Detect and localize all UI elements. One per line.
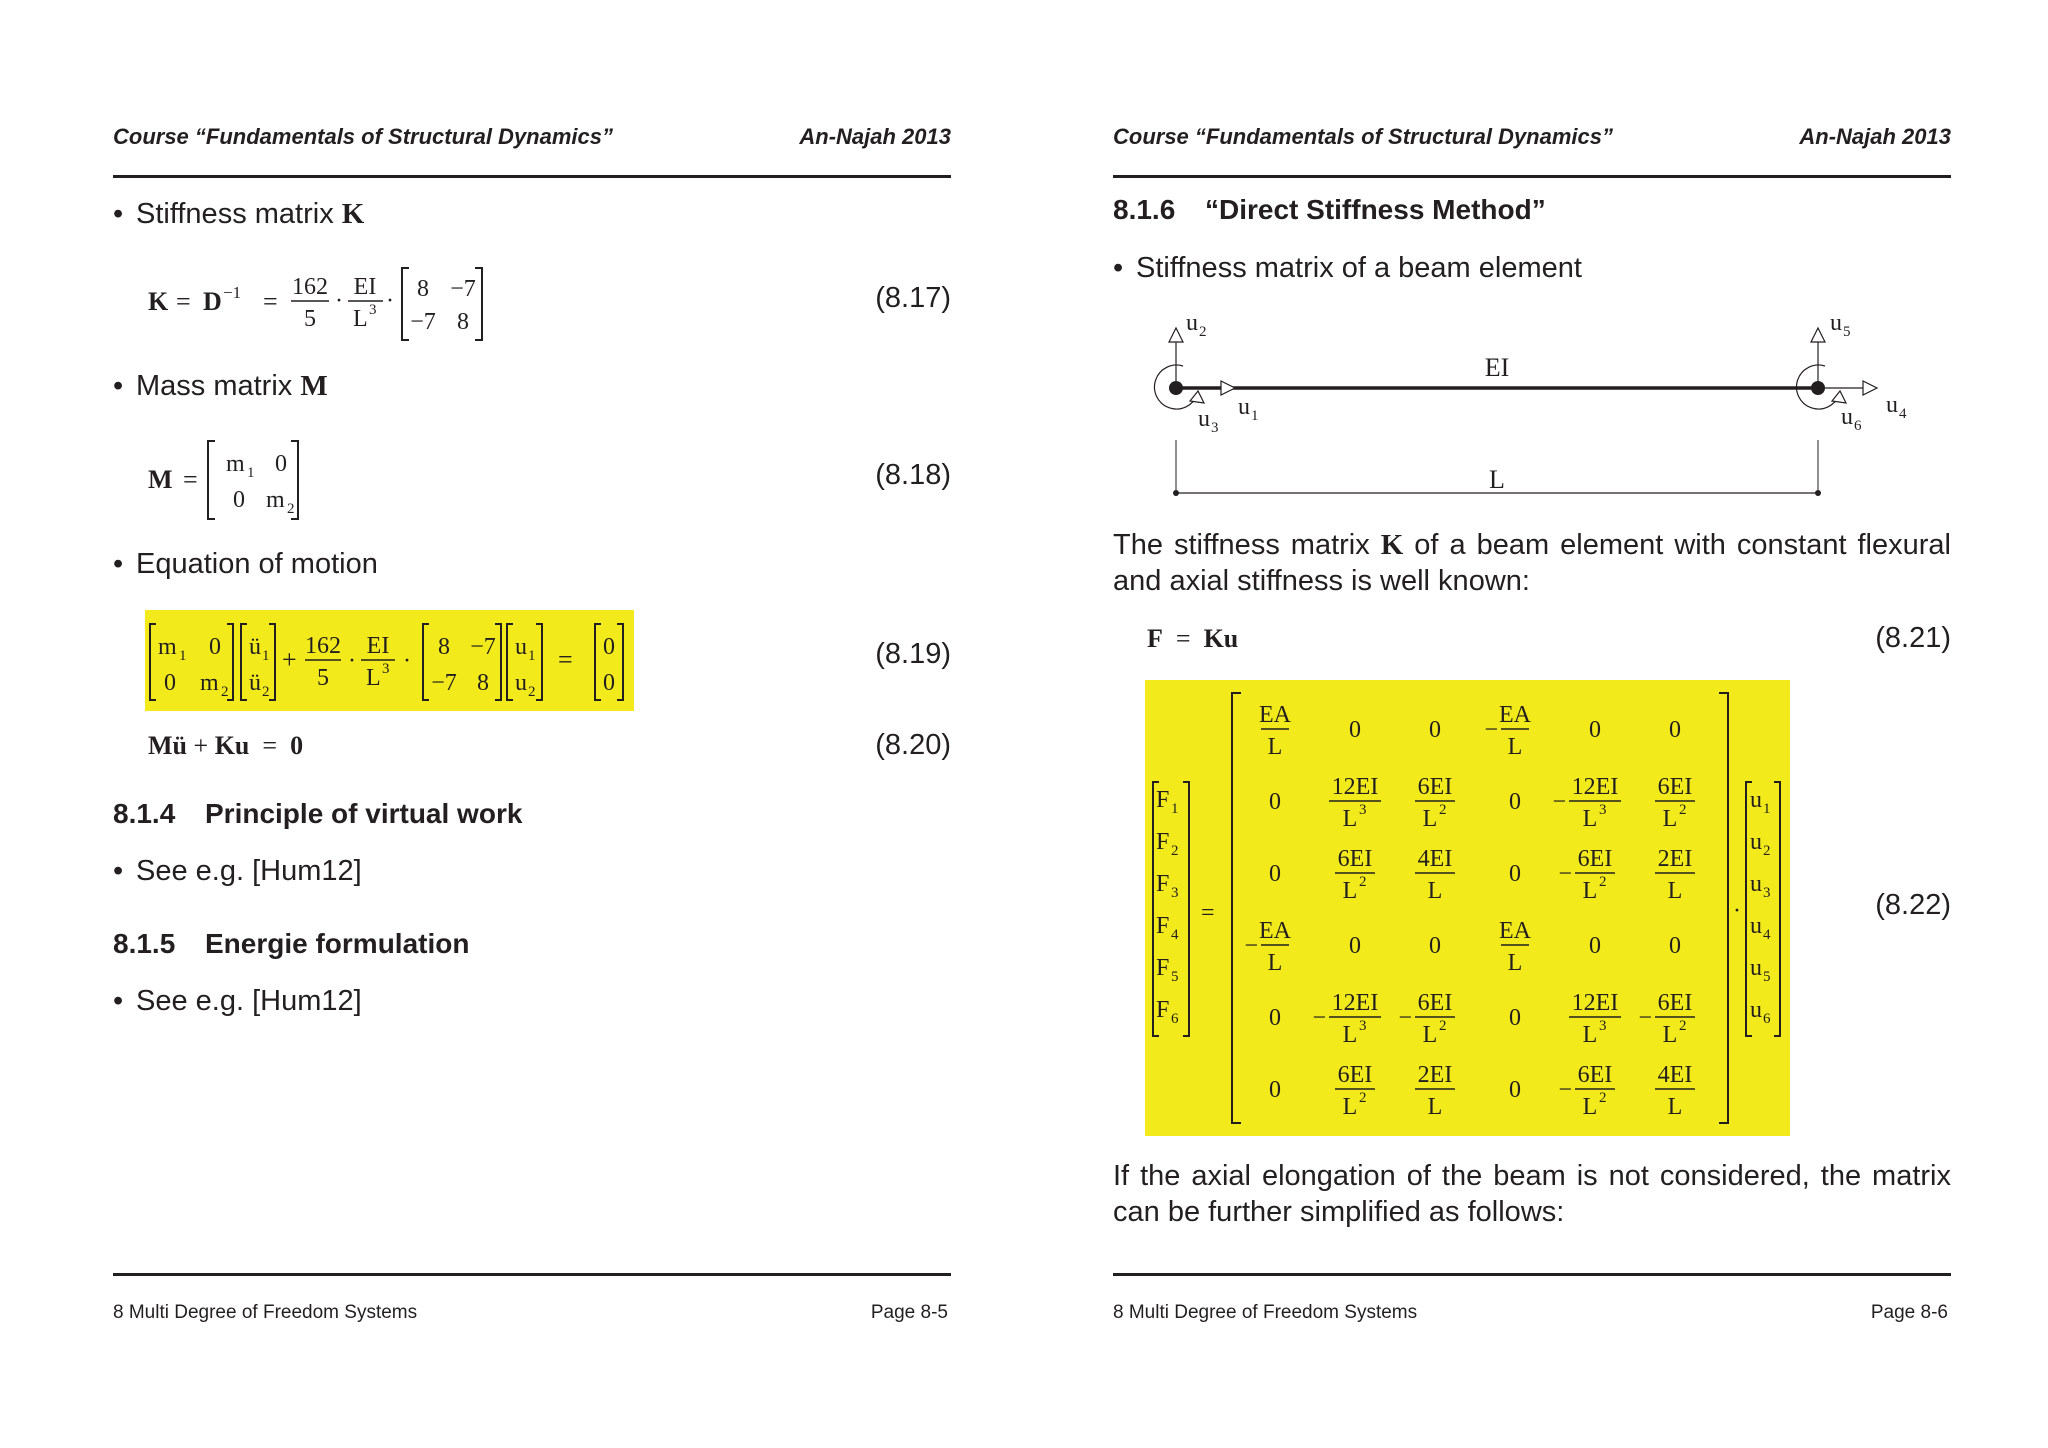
eq-equals: =	[176, 287, 191, 316]
section-heading-8-1-5	[113, 928, 469, 960]
matrix-entry: 0	[1269, 1077, 1281, 1103]
entry-exponent: 3	[1359, 802, 1367, 818]
matrix-subscript: 2	[287, 501, 295, 517]
displacement-subscript: 5	[1763, 969, 1771, 985]
page-footer	[113, 1302, 951, 1324]
entry-exponent: 3	[1599, 802, 1607, 818]
plus-operator: +	[193, 731, 209, 760]
ei-numerator: EI	[366, 633, 390, 659]
entry-denominator: L	[1342, 878, 1358, 904]
dot-operator: ·	[348, 648, 356, 674]
matrix-subscript: 1	[179, 648, 187, 664]
disp-cell: u	[515, 634, 527, 660]
entry-numerator: 6EI	[1337, 846, 1373, 872]
equation-number: (8.19)	[875, 638, 951, 670]
matrix-cell: 8	[477, 670, 489, 696]
matrix-cell: −7	[410, 309, 436, 335]
matrix-entry: 0	[1429, 933, 1441, 959]
dot-operator: ·	[1733, 898, 1741, 924]
entry-exponent: 3	[1599, 1018, 1607, 1034]
eq-udd: ü	[172, 731, 188, 760]
entry-sign: −	[1638, 1005, 1652, 1031]
entry-numerator: 4EI	[1657, 1062, 1693, 1088]
bullet-text: Stiffness matrix of a beam element	[1136, 252, 1582, 284]
page-footer	[1113, 1302, 1951, 1324]
bullet-beam-stiffness: • Stiffness matrix of a beam element	[1113, 252, 1582, 284]
eq-F: F	[1147, 624, 1163, 653]
matrix-cell: −7	[431, 670, 457, 696]
entry-numerator: 2EI	[1657, 846, 1693, 872]
entry-numerator: 6EI	[1577, 1062, 1613, 1088]
para-text: The stiffness matrix	[1113, 529, 1381, 561]
entry-denominator: L	[1507, 734, 1523, 760]
displacement-subscript: 4	[1763, 927, 1771, 943]
page-header	[1113, 124, 1951, 150]
entry-numerator: EA	[1259, 702, 1291, 728]
section-title: Principle of virtual work	[205, 798, 523, 829]
left-bracket	[208, 441, 215, 519]
footer-chapter: 8 Multi Degree of Freedom Systems	[1113, 1302, 1418, 1323]
ei-numerator: EI	[353, 274, 377, 300]
arrow-head-icon	[1863, 381, 1877, 395]
ei-exponent: 3	[382, 661, 390, 677]
footer-page-number: Page 8-6	[1870, 1302, 1948, 1323]
eq-equals: =	[1201, 900, 1215, 926]
dot-operator: ·	[386, 288, 394, 314]
entry-sign: −	[1312, 1005, 1326, 1031]
coef-numerator: 162	[305, 633, 341, 659]
disp-subscript: 2	[528, 684, 536, 700]
entry-denominator: L	[1507, 950, 1523, 976]
dof-label: u	[1830, 310, 1842, 336]
matrix-cell: 8	[417, 276, 429, 302]
arrow-head-icon	[1169, 328, 1183, 342]
ei-denominator: L	[366, 665, 381, 691]
matrix-entry: 0	[1349, 933, 1361, 959]
matrix-cell: −7	[470, 634, 496, 660]
coef-denominator: 5	[317, 665, 329, 691]
entry-denominator: L	[1267, 950, 1283, 976]
bullet-text: Equation of motion	[136, 548, 378, 580]
matrix-entry: 0	[1589, 933, 1601, 959]
coef-denominator: 5	[304, 306, 316, 332]
left-bracket	[1232, 693, 1241, 1123]
d-exponent: −1	[223, 283, 242, 302]
para-symbol: K	[1380, 529, 1404, 561]
dof-subscript: 5	[1843, 324, 1851, 340]
equation-8-19	[145, 610, 634, 711]
header-org: An-Najah 2013	[1799, 124, 1951, 149]
accel-subscript: 1	[262, 648, 270, 664]
entry-denominator: L	[1667, 878, 1683, 904]
equation-8-21	[1147, 624, 1238, 654]
header-rule	[1113, 175, 1951, 178]
entry-exponent: 2	[1679, 1018, 1687, 1034]
footer-page-number: Page 8-5	[870, 1302, 948, 1323]
bullet-mass-matrix: • Mass matrix M	[113, 370, 328, 402]
equation-number: (8.17)	[875, 282, 951, 314]
entry-numerator: 12EI	[1331, 774, 1379, 800]
equation-8-20	[148, 731, 303, 761]
matrix-cell: m	[266, 487, 285, 513]
matrix-entry: 0	[1509, 1005, 1521, 1031]
section-heading-8-1-6	[1113, 194, 1546, 226]
section-heading-8-1-4	[113, 798, 522, 830]
matrix-entry: 0	[1269, 861, 1281, 887]
eq-u: u	[234, 731, 250, 760]
paragraph-stiffness-intro	[1113, 527, 1951, 599]
matrix-cell: −7	[450, 276, 476, 302]
arrow-head-icon	[1190, 391, 1204, 403]
dof-subscript: 6	[1854, 418, 1862, 434]
beam-ei-label: EI	[1484, 353, 1510, 382]
dof-label: u	[1238, 394, 1250, 420]
entry-numerator: 6EI	[1657, 990, 1693, 1016]
force-vector	[1156, 787, 1179, 1027]
force-component: F	[1156, 787, 1170, 813]
bullet-see-reference: • See e.g. [Hum12]	[113, 985, 362, 1017]
eq-M: M	[148, 731, 173, 760]
right-bracket	[269, 624, 275, 700]
footer-rule	[113, 1273, 951, 1276]
dot-operator: ·	[403, 648, 411, 674]
entry-exponent: 2	[1359, 1090, 1367, 1106]
entry-exponent: 2	[1599, 1090, 1607, 1106]
entry-numerator: 2EI	[1417, 1062, 1453, 1088]
entry-sign: −	[1558, 861, 1572, 887]
matrix-cell: 0	[209, 634, 221, 660]
entry-denominator: L	[1267, 734, 1283, 760]
eq-equals: =	[183, 465, 198, 494]
matrix-cell: m	[158, 634, 177, 660]
eq-lhs: K	[148, 287, 169, 316]
arrow-head-icon	[1832, 391, 1846, 403]
entry-numerator: EA	[1499, 702, 1531, 728]
section-number: 8.1.6	[1113, 194, 1176, 225]
entry-sign: −	[1484, 717, 1498, 743]
eq-equals: =	[558, 645, 573, 674]
entry-numerator: 12EI	[1571, 774, 1619, 800]
bullet-text: Stiffness matrix	[136, 198, 342, 230]
force-component: F	[1156, 871, 1170, 897]
right-bracket	[536, 624, 542, 700]
entry-exponent: 2	[1599, 874, 1607, 890]
entry-sign: −	[1558, 1077, 1572, 1103]
dof-subscript: 4	[1899, 406, 1907, 422]
displacement-subscript: 2	[1763, 843, 1771, 859]
footer-rule	[1113, 1273, 1951, 1276]
accel-cell: ü	[249, 670, 261, 696]
footer-chapter: 8 Multi Degree of Freedom Systems	[113, 1302, 418, 1323]
matrix-cell: 0	[164, 670, 176, 696]
force-subscript: 5	[1171, 969, 1179, 985]
bullet-text: Mass matrix	[136, 370, 301, 402]
entry-denominator: L	[1422, 1022, 1438, 1048]
accel-subscript: 2	[262, 684, 270, 700]
entry-numerator: 6EI	[1417, 774, 1453, 800]
entry-denominator: L	[1422, 806, 1438, 832]
arrow-head-icon	[1221, 381, 1235, 395]
entry-sign: −	[1552, 789, 1566, 815]
matrix-cell: 0	[233, 487, 245, 513]
bullet-symbol: M	[300, 370, 328, 402]
force-component: F	[1156, 829, 1170, 855]
displacement-subscript: 1	[1763, 801, 1771, 817]
section-number: 8.1.4	[113, 798, 176, 829]
entry-numerator: 6EI	[1337, 1062, 1373, 1088]
equation-8-18	[113, 437, 433, 527]
dof-label: u	[1198, 406, 1210, 432]
force-subscript: 6	[1171, 1011, 1179, 1027]
section-number: 8.1.5	[113, 928, 176, 959]
header-course: Course “Fundamentals of Structural Dynamics”	[1113, 124, 1613, 149]
rhs-cell: 0	[603, 670, 615, 696]
equation-8-22	[1145, 680, 1790, 1136]
entry-denominator: L	[1342, 806, 1358, 832]
dof-label: u	[1186, 310, 1198, 336]
disp-subscript: 1	[528, 648, 536, 664]
stiffness-matrix	[1244, 702, 1695, 1120]
eq-equals: =	[262, 731, 278, 760]
right-bracket	[1183, 782, 1189, 1036]
matrix-entry: 0	[1269, 789, 1281, 815]
bullet-text: See e.g. [Hum12]	[136, 855, 362, 887]
para-text: of a beam element with constant flexural and axial stiffness is well known:	[1113, 529, 1951, 597]
entry-numerator: 6EI	[1657, 774, 1693, 800]
matrix-cell: m	[200, 670, 219, 696]
displacement-component: u	[1750, 913, 1762, 939]
matrix-cell: 0	[275, 451, 287, 477]
entry-denominator: L	[1667, 1094, 1683, 1120]
entry-exponent: 2	[1679, 802, 1687, 818]
equation-number: (8.22)	[1875, 889, 1951, 921]
page-header	[113, 124, 951, 150]
displacement-component: u	[1750, 997, 1762, 1023]
dof-label: u	[1841, 404, 1853, 430]
beam-element-diagram	[1113, 300, 1951, 510]
equation-number: (8.21)	[1875, 622, 1951, 654]
entry-exponent: 3	[1359, 1018, 1367, 1034]
left-bracket	[507, 624, 513, 700]
entry-denominator: L	[1427, 878, 1443, 904]
entry-numerator: 4EI	[1417, 846, 1453, 872]
matrix-entry: 0	[1349, 717, 1361, 743]
displacement-component: u	[1750, 871, 1762, 897]
ei-denominator: L	[353, 306, 368, 332]
dimension-tick	[1815, 490, 1821, 496]
force-component: F	[1156, 997, 1170, 1023]
matrix-entry: 0	[1589, 717, 1601, 743]
entry-numerator: EA	[1499, 918, 1531, 944]
entry-numerator: 12EI	[1331, 990, 1379, 1016]
entry-numerator: 12EI	[1571, 990, 1619, 1016]
matrix-subscript: 2	[221, 684, 229, 700]
left-bracket	[595, 624, 601, 700]
dof-subscript: 3	[1211, 420, 1219, 436]
displacement-component: u	[1750, 787, 1762, 813]
right-bracket	[475, 268, 482, 340]
entry-exponent: 2	[1439, 802, 1447, 818]
left-bracket	[423, 624, 429, 700]
entry-denominator: L	[1662, 806, 1678, 832]
eq-equals-2: =	[263, 287, 278, 316]
eq-lhs: M	[148, 465, 173, 494]
right-bracket	[1719, 693, 1728, 1123]
arrow-head-icon	[1811, 328, 1825, 342]
left-bracket	[241, 624, 247, 700]
matrix-entry: 0	[1509, 861, 1521, 887]
bullet-text: See e.g. [Hum12]	[136, 985, 362, 1017]
force-subscript: 2	[1171, 843, 1179, 859]
dot-operator: ·	[335, 288, 343, 314]
entry-exponent: 2	[1359, 874, 1367, 890]
rhs-cell: 0	[603, 634, 615, 660]
dof-subscript: 2	[1199, 324, 1207, 340]
entry-numerator: EA	[1259, 918, 1291, 944]
displacement-subscript: 3	[1763, 885, 1771, 901]
header-rule	[113, 175, 951, 178]
eq-Ku: Ku	[1203, 624, 1239, 653]
header-org: An-Najah 2013	[799, 124, 951, 149]
displacement-component: u	[1750, 829, 1762, 855]
entry-denominator: L	[1342, 1094, 1358, 1120]
entry-denominator: L	[1582, 878, 1598, 904]
bullet-see-reference: • See e.g. [Hum12]	[113, 855, 362, 887]
matrix-subscript: 1	[247, 465, 255, 481]
equation-8-17	[113, 262, 533, 352]
bullet-symbol: K	[341, 198, 365, 230]
force-component: F	[1156, 955, 1170, 981]
entry-denominator: L	[1582, 1094, 1598, 1120]
entry-sign: −	[1398, 1005, 1412, 1031]
dof-label: u	[1886, 392, 1898, 418]
force-component: F	[1156, 913, 1170, 939]
eq-zero: 0	[290, 731, 304, 760]
section-title: Energie formulation	[205, 928, 470, 959]
dimension-tick	[1173, 490, 1179, 496]
equation-number: (8.18)	[875, 459, 951, 491]
left-page	[113, 0, 951, 1448]
matrix-entry: 0	[1509, 1077, 1521, 1103]
right-bracket	[495, 624, 501, 700]
paragraph-simplification: If the axial elongation of the beam is not considered, the matrix can be further simplified as follows:	[1113, 1160, 1951, 1228]
eq-K: K	[214, 731, 235, 760]
matrix-cell: m	[226, 451, 245, 477]
equation-number: (8.20)	[875, 729, 951, 761]
entry-denominator: L	[1427, 1094, 1443, 1120]
dof-subscript: 1	[1251, 408, 1259, 424]
displacement-subscript: 6	[1763, 1011, 1771, 1027]
left-bracket	[402, 268, 409, 340]
d-symbol: D	[203, 287, 222, 316]
matrix-entry: 0	[1669, 717, 1681, 743]
disp-cell: u	[515, 670, 527, 696]
entry-sign: −	[1244, 933, 1258, 959]
matrix-entry: 0	[1269, 1005, 1281, 1031]
matrix-cell: 8	[457, 309, 469, 335]
entry-numerator: 6EI	[1417, 990, 1453, 1016]
right-bracket	[1774, 782, 1780, 1036]
matrix-cell: 8	[438, 634, 450, 660]
coef-numerator: 162	[292, 274, 328, 300]
bullet-equation-of-motion: • Equation of motion	[113, 548, 378, 580]
force-subscript: 1	[1171, 801, 1179, 817]
entry-numerator: 6EI	[1577, 846, 1613, 872]
matrix-entry: 0	[1669, 933, 1681, 959]
entry-denominator: L	[1342, 1022, 1358, 1048]
left-bracket	[150, 624, 156, 700]
accel-cell: ü	[249, 634, 261, 660]
force-subscript: 3	[1171, 885, 1179, 901]
displacement-component: u	[1750, 955, 1762, 981]
section-title: “Direct Stiffness Method”	[1205, 194, 1546, 225]
matrix-entry: 0	[1509, 789, 1521, 815]
entry-denominator: L	[1582, 806, 1598, 832]
eq-equals: =	[1175, 624, 1191, 653]
right-page	[1113, 0, 1951, 1448]
header-course: Course “Fundamentals of Structural Dynamics”	[113, 124, 613, 149]
entry-exponent: 2	[1439, 1018, 1447, 1034]
displacement-vector	[1750, 787, 1771, 1027]
matrix-entry: 0	[1429, 717, 1441, 743]
entry-denominator: L	[1582, 1022, 1598, 1048]
right-bracket	[617, 624, 623, 700]
plus-operator: +	[282, 645, 297, 674]
beam-length-label: L	[1489, 465, 1505, 494]
force-subscript: 4	[1171, 927, 1179, 943]
bullet-stiffness-matrix: • Stiffness matrix K	[113, 198, 365, 230]
ei-exponent: 3	[369, 302, 377, 318]
entry-denominator: L	[1662, 1022, 1678, 1048]
